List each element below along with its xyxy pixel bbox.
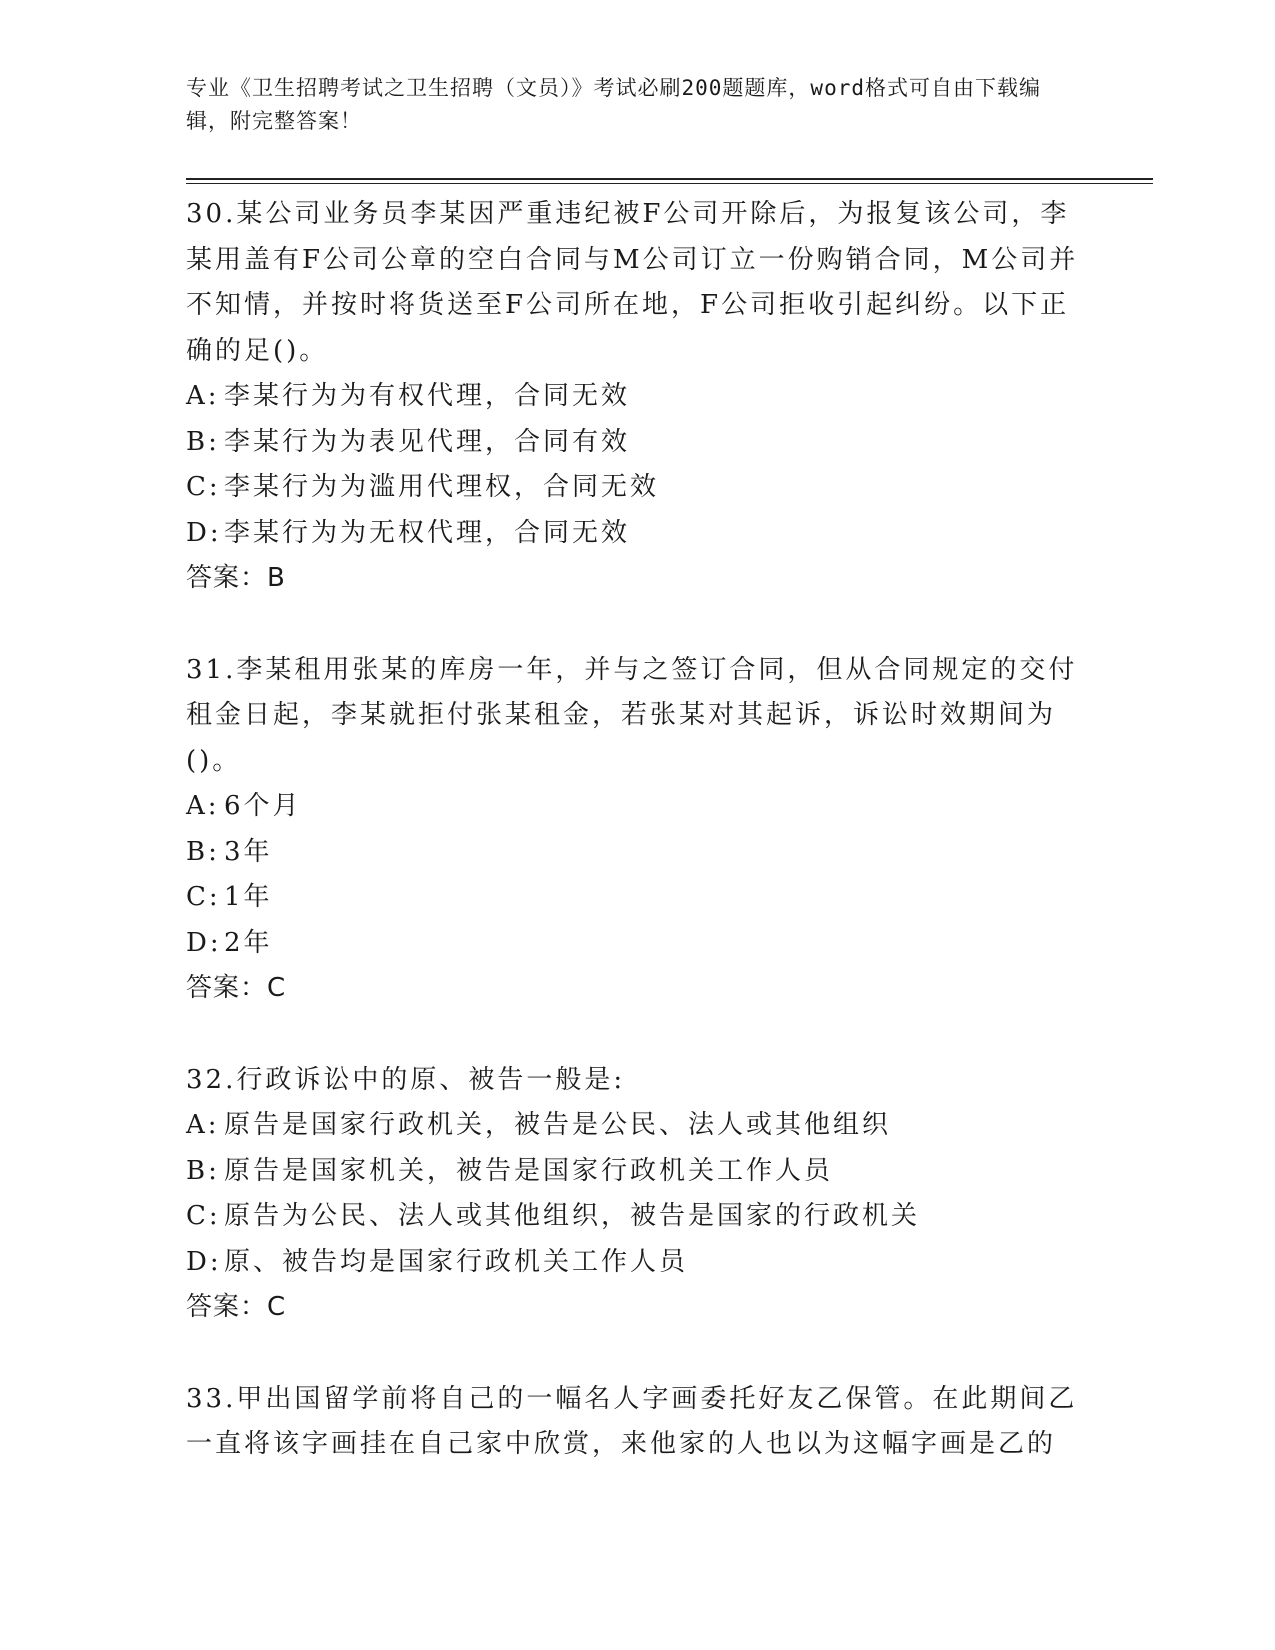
header-divider-thick xyxy=(186,178,1153,180)
option-d xyxy=(186,921,1086,967)
option-key: D: xyxy=(186,1246,222,1277)
document-header: 专业《卫生招聘考试之卫生招聘（文员）》考试必刷200题题库，word格式可自由下载编辑，附完整答案！ xyxy=(186,76,1041,133)
option-a xyxy=(186,1103,1086,1149)
question-stem: 30.某公司业务员李某因严重违纪被F公司开除后，为报复该公司，李某用盖有F公司公章的空白合同与M公司订立一份购销合同，M公司并不知情，并按时将货送至F公司所在地，F公司拒收引起纠纷。以下正确的足()。 xyxy=(186,199,1079,366)
header-divider-thin xyxy=(186,183,1153,184)
option-text: 李某行为为有权代理，合同无效 xyxy=(224,381,631,411)
option-text: 2年 xyxy=(224,927,273,958)
question-stem: 31.李某租用张某的库房一年，并与之签订合同，但从合同规定的交付租金日起，李某就拒付张某租金，若张某对其起诉，诉讼时效期间为()。 xyxy=(186,654,1078,776)
option-key: B: xyxy=(186,1155,220,1186)
option-key: A: xyxy=(186,381,220,411)
option-text: 李某行为为表见代理，合同有效 xyxy=(224,426,631,457)
question-30 xyxy=(186,192,1086,602)
option-c xyxy=(186,465,1086,511)
answer-line: 答案：C xyxy=(186,973,287,1003)
option-text: 原、被告均是国家行政机关工作人员 xyxy=(224,1246,689,1277)
option-d xyxy=(186,511,1086,557)
option-c xyxy=(186,875,1086,921)
option-key: B: xyxy=(186,836,220,867)
question-31 xyxy=(186,648,1086,1012)
option-key: C: xyxy=(186,882,221,912)
option-key: A: xyxy=(186,1110,220,1140)
option-key: D: xyxy=(186,517,222,548)
answer-line: 答案：B xyxy=(186,563,286,593)
option-text: 6个月 xyxy=(224,791,302,821)
option-key: B: xyxy=(186,426,220,457)
option-d xyxy=(186,1240,1086,1286)
question-33 xyxy=(186,1377,1086,1468)
option-key: C: xyxy=(186,1201,221,1231)
option-b xyxy=(186,1149,1086,1195)
option-b xyxy=(186,420,1086,466)
question-32 xyxy=(186,1058,1086,1331)
option-text: 原告是国家机关，被告是国家行政机关工作人员 xyxy=(224,1155,834,1186)
question-stem: 33.甲出国留学前将自己的一幅名人字画委托好友乙保管。在此期间乙一直将该字画挂在自己家中欣赏，来他家的人也以为这幅字画是乙的 xyxy=(186,1383,1078,1459)
option-text: 原告是国家行政机关，被告是公民、法人或其他组织 xyxy=(224,1110,892,1140)
option-text: 李某行为为滥用代理权，合同无效 xyxy=(224,472,660,502)
option-b xyxy=(186,830,1086,876)
option-text: 原告为公民、法人或其他组织，被告是国家的行政机关 xyxy=(224,1201,921,1231)
option-text: 3年 xyxy=(224,836,273,867)
option-key: A: xyxy=(186,791,220,821)
option-a xyxy=(186,374,1086,420)
option-key: C: xyxy=(186,472,221,502)
option-c xyxy=(186,1194,1086,1240)
option-text: 1年 xyxy=(224,882,273,912)
option-text: 李某行为为无权代理，合同无效 xyxy=(224,517,631,548)
answer-line: 答案：C xyxy=(186,1292,287,1322)
question-stem: 32.行政诉讼中的原、被告一般是: xyxy=(186,1064,626,1095)
option-a xyxy=(186,784,1086,830)
option-key: D: xyxy=(186,927,222,958)
question-list xyxy=(186,192,1086,1514)
